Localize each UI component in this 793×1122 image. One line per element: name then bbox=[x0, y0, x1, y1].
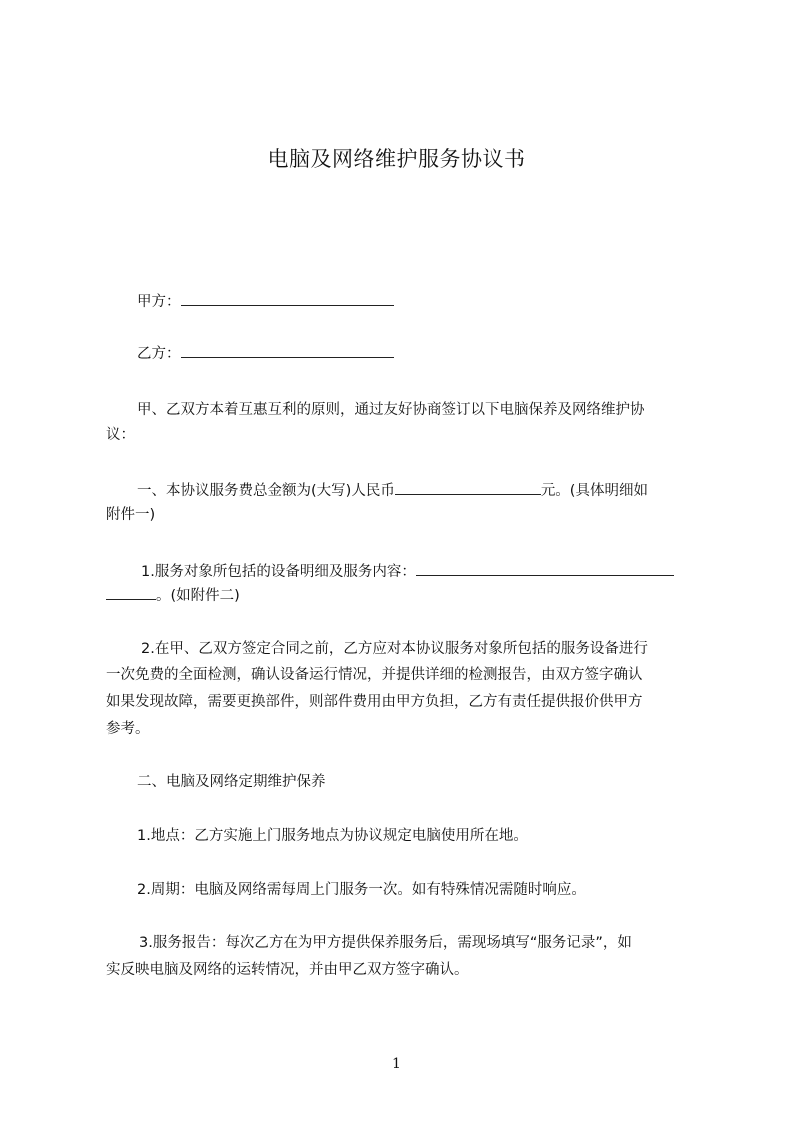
item1-1-prefix: 1.服务对象所包括的设备明细及服务内容： bbox=[141, 564, 416, 580]
item1-2-line-1: 2.在甲、乙双方签定合同之前，乙方应对本协议服务对象所包括的服务设备进行 bbox=[141, 641, 648, 657]
document-title: 电脑及网络维护服务协议书 bbox=[267, 147, 526, 171]
item1-1-suffix: 。(如附件二) bbox=[156, 588, 240, 604]
equipment-list-blank-cont[interactable] bbox=[106, 585, 156, 600]
page-number: 1 bbox=[392, 1056, 401, 1072]
section1-line-2: 附件一) bbox=[106, 507, 156, 523]
section1-suffix: 元。(具体明细如 bbox=[540, 483, 648, 499]
section1-prefix: 一、本协议服务费总金额为(大写)人民币 bbox=[137, 483, 395, 499]
party-b-label: 乙方： bbox=[137, 346, 181, 362]
item1-2-line-3: 如果发现故障，需要更换部件，则部件费用由甲方负担，乙方有责任提供报价供甲方 bbox=[106, 694, 643, 710]
section1-line-1 bbox=[137, 480, 648, 501]
party-a-blank[interactable] bbox=[181, 291, 394, 306]
equipment-list-blank[interactable] bbox=[416, 561, 674, 576]
item1-2-line-2: 一次免费的全面检测，确认设备运行情况，并提供详细的检测报告，由双方签字确认 bbox=[106, 667, 643, 683]
item2-2-line: 2.周期：电脑及网络需每周上门服务一次。如有特殊情况需随时响应。 bbox=[137, 882, 586, 898]
item2-3-line-1: 3.服务报告：每次乙方在为甲方提供保养服务后，需现场填写“服务记录”，如 bbox=[139, 935, 632, 951]
item2-1-line: 1.地点：乙方实施上门服务地点为协议规定电脑使用所在地。 bbox=[137, 828, 528, 844]
item1-1-line-1 bbox=[141, 561, 674, 582]
party-b-blank[interactable] bbox=[181, 343, 394, 358]
item1-1-line-2 bbox=[106, 585, 240, 606]
intro-line-2: 议： bbox=[106, 427, 135, 443]
party-a-line bbox=[137, 291, 394, 312]
item2-3-line-2: 实反映电脑及网络的运转情况，并由甲乙双方签字确认。 bbox=[106, 962, 469, 978]
intro-line-1: 甲、乙双方本着互惠互利的原则，通过友好协商签订以下电脑保养及网络维护协 bbox=[137, 402, 645, 418]
amount-blank[interactable] bbox=[395, 480, 541, 495]
section2-heading: 二、电脑及网络定期维护保养 bbox=[137, 774, 326, 790]
party-b-line bbox=[137, 343, 394, 364]
party-a-label: 甲方： bbox=[137, 294, 181, 310]
item1-2-line-4: 参考。 bbox=[106, 721, 150, 737]
